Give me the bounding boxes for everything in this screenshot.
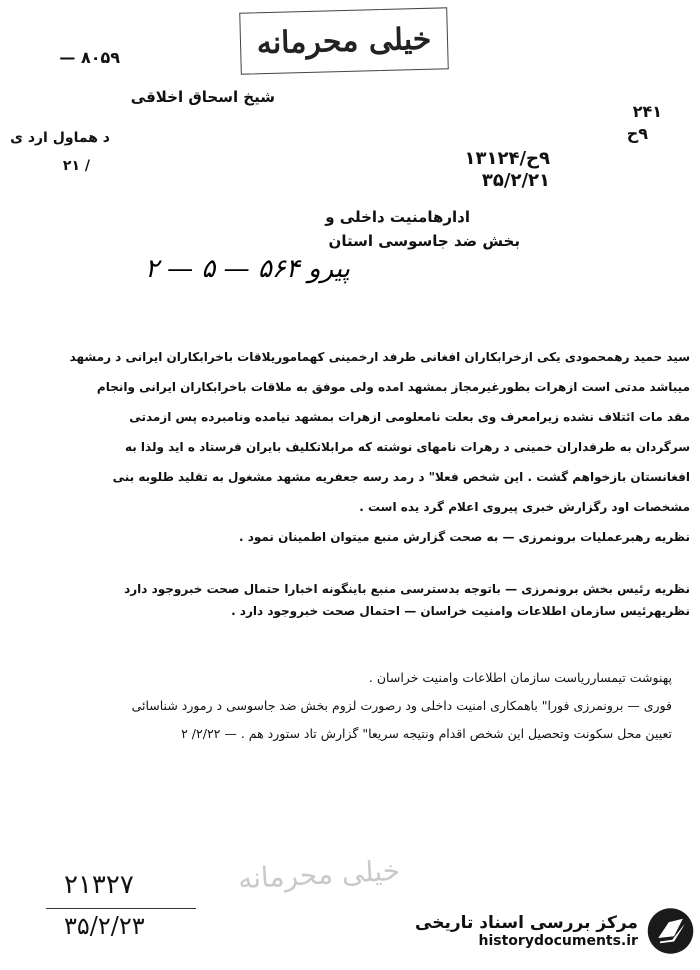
handwritten-scrawl: پیرو ۵۶۴ — ۵ — ۲ [144, 254, 350, 284]
body-line: افغانستان بازخواهم گشت . این شخص فعلا" د رمد رسه جعفریه مشهد مشغول به تقلید طلوبه بنی [112, 470, 690, 484]
watermark-url: historydocuments.ir [478, 933, 638, 949]
file-number-line2: ۹ح [626, 124, 648, 143]
reference-number: ۸۰۵۹ — [59, 48, 120, 67]
handwritten-archive-date: ۳۵/۲/۲۳ [64, 912, 145, 940]
top-classification-stamp: خیلی محرمانه [239, 7, 449, 74]
bottom-classification-stamp: خیلی محرمانه [237, 853, 401, 896]
watermark-logo [415, 895, 695, 967]
watermark-text [415, 913, 638, 949]
watermark-name: مرکز بررسی اسناد تاریخی [415, 913, 638, 933]
opinion-line: نظریهرئیس سازمان اطلاعات وامنیت خراسان — احتمال صحت خبروجود دارد . [231, 604, 690, 618]
margin-note-line2: / ۲۱ [62, 158, 90, 174]
footnote-line: تعیین محل سکونت وتحصیل این شخص اقدام ونتیجه سریعا" گزارش تاد ستورد هم . — ۲/۲۲/ ۲ [181, 726, 672, 741]
margin-note-line1: د هماول ارد ی [10, 130, 110, 146]
report-body [6, 342, 690, 552]
recipient-line2: بخش ضد جاسوسی استان [328, 232, 520, 250]
footnote-line: پهنوشت تیمسارریاست سازمان اطلاعات وامنیت خراسان . [368, 670, 672, 685]
body-line: مشخصات اود رگزارش خبری پیروی اعلام گرد یده است . [359, 500, 690, 514]
recipient-line1: ادارهامنیت داخلی و [325, 208, 470, 226]
opinion-line: نظریه رئیس بخش برونمرزی — باتوجه بدسترسی منبع باینگونه اخبارا حتمال صحت خبروجود دارد [124, 582, 690, 596]
opinions-block [6, 578, 690, 622]
letter-number: ۹ح/۱۳۱۲۴ [464, 148, 550, 169]
body-line: سید حمید رهمحمودی یکی ازخرابکاران افغانی طرفد ارخمینی کهماموریلاقات باخرابکاران ایرانی د رمشهد [69, 350, 690, 364]
file-number-line1: ۲۴۱ [632, 102, 662, 121]
subject-name: شیخ اسحاق اخلاقی [130, 88, 275, 106]
handwritten-archive-number: ۲۱۳۲۷ [64, 870, 134, 900]
body-line: مقد مات ائتلاف نشده زیرامعرف وی بعلت نامعلومی ازهرات بمشهد نیامده ونامبرده پس ازمدتی [129, 410, 690, 424]
footnote-line: فوری — برونمرزی فورا" باهمکاری امنیت داخلی ود رصورت لزوم بخش ضد جاسوسی د رمورد شناسائی [131, 698, 672, 713]
body-line: نظریه رهبرعملیات برونمرزی — به صحت گزارش منبع میتوان اطمینان نمود . [238, 530, 690, 544]
archive-book-icon [646, 903, 695, 959]
footnote-block [12, 664, 672, 748]
body-line: سرگردان به طرفداران خمینی د رهرات نامهای نوشته که مرابلاتکلیف بایران فرستاد ه اید ولذا به [124, 440, 690, 454]
handwritten-divider [46, 908, 196, 909]
body-line: میباشد مدتی است ازهرات بطورغیرمجاز بمشهد امده ولی موفق به ملاقات باخرابکاران ایرانی وانجام [96, 380, 690, 394]
letter-date: ۳۵/۲/۲۱ [481, 170, 550, 191]
